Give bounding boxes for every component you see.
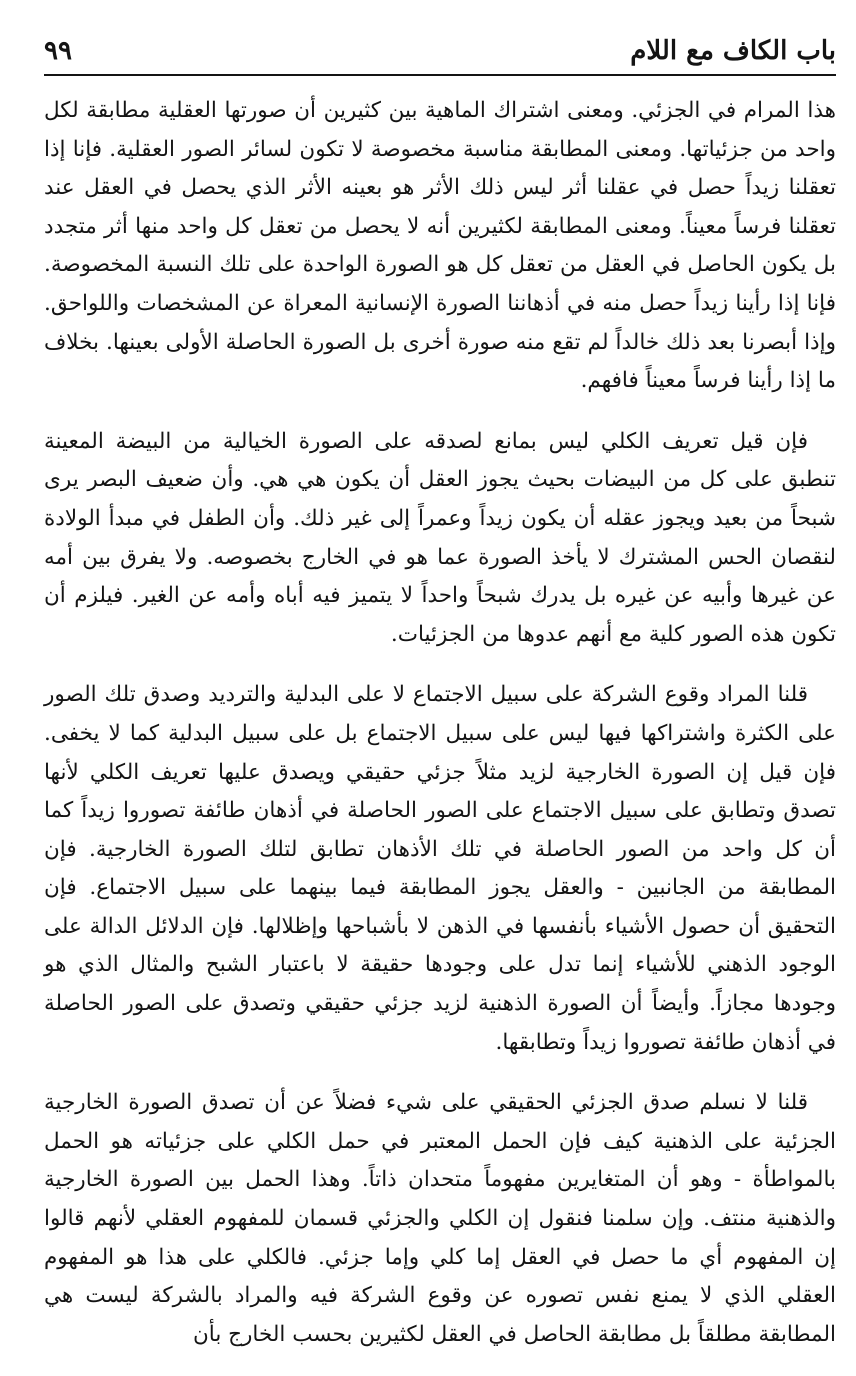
header-rule xyxy=(44,74,836,76)
body-text xyxy=(44,92,836,1376)
chapter-title: باب الكاف مع اللام xyxy=(630,36,836,66)
paragraph: قلنا لا نسلم صدق الجزئي الحقيقي على شيء فضلاً عن أن تصدق الصورة الخارجية الجزئية على الذهنية كيف فإن الحمل المعتبر في حمل الكلي على جزئياته هو الحمل بالمواطأة - وهو أن المتغايرين مفهوماً متحدان ذاتاً. وهذا الحمل بين الصورة الخارجية والذهنية منتف. وإن سلمنا فنقول إن الكلي والجزئي قسمان للمفهوم العقلي لأنهم قالوا إن المفهوم أي ما حصل في العقل إما كلي وإما جزئي. فالكلي على هذا هو المفهوم العقلي الذي لا يمنع نفس تصوره عن وقوع الشركة فيه والمراد بالشركة ليست هي المطابقة مطلقاً بل مطابقة الحاصل في العقل لكثيرين بحسب الخارج بأن xyxy=(44,1090,836,1347)
paragraph: هذا المرام في الجزئي. ومعنى اشتراك الماهية بين كثيرين أن صورتها العقلية مطابقة لكل واحد من جزئياتها. ومعنى المطابقة مناسبة مخصوصة لا تكون لسائر الصور العقلية. فإنا إذا تعقلنا زيداً حصل في عقلنا أثر ليس ذلك الأثر هو بعينه الأثر الذي يحصل في العقل عند تعقلنا فرساً معيناً. ومعنى المطابقة لكثيرين أنه لا يحصل من تعقل كل واحد منها أثر متجدد بل يكون الحاصل في العقل من تعقل كل هو الصورة الواحدة على تلك النسبة المخصوصة. فإنا إذا رأينا زيداً حصل منه في أذهاننا الصورة الإنسانية المعراة عن المشخصات واللواحق. وإذا أبصرنا بعد ذلك خالداً لم تقع منه صورة أخرى بل الصورة الحاصلة الأولى بعينها. بخلاف ما إذا رأينا فرساً معيناً فافهم. xyxy=(44,98,836,394)
paragraph: فإن قيل تعريف الكلي ليس بمانع لصدقه على الصورة الخيالية من البيضة المعينة تنطبق على كل من البيضات بحيث يجوز العقل أن يكون هي هي. وأن ضعيف البصر يرى شبحاً من بعيد ويجوز عقله أن يكون زيداً وعمراً إلى غير ذلك. وأن الطفل في مبدأ الولادة لنقصان الحس المشترك لا يأخذ الصورة عما هو في الخارج بخصوصه. ولا يفرق بين أمه عن غيرها وأبيه عن غيره بل يدرك شبحاً واحداً لا يتميز فيه أباه وأمه عن الغير. فيلزم أن تكون هذه الصور كلية مع أنهم عدوها من الجزئيات. xyxy=(44,428,836,647)
page-header xyxy=(44,30,836,80)
paragraph: قلنا المراد وقوع الشركة على سبيل الاجتماع لا على البدلية والترديد وصدق تلك الصور على الكثرة واشتراكها فيها ليس على سبيل الاجتماع بل على سبيل البدلية كما لا يخفى. فإن قيل إن الصورة الخارجية لزيد مثلاً جزئي حقيقي ويصدق عليها تعريف الكلي لأنها تصدق وتطابق على سبيل الاجتماع على الصور الحاصلة في أذهان طائفة تصوروا زيداً كما أن كل واحد من الصور الحاصلة في تلك الأذهان تطابق لتلك الصورة الخارجية. فإن المطابقة من الجانبين - والعقل يجوز المطابقة فيما بينهما على سبيل الاجتماع. فإن التحقيق أن حصول الأشياء بأنفسها في الذهن لا بأشباحها وإظلالها. فإن الدلائل الدالة على الوجود الذهني للأشياء إنما تدل على وجودها حقيقة لا باعتبار الشبح والمثال الذي هو وجودها مجازاً. وأيضاً أن الصورة الذهنية لزيد جزئي حقيقي وتصدق على الصور الحاصلة في أذهان طائفة تصوروا زيداً وتطابقها. xyxy=(44,682,836,1055)
page-number: ٩٩ xyxy=(44,36,72,66)
